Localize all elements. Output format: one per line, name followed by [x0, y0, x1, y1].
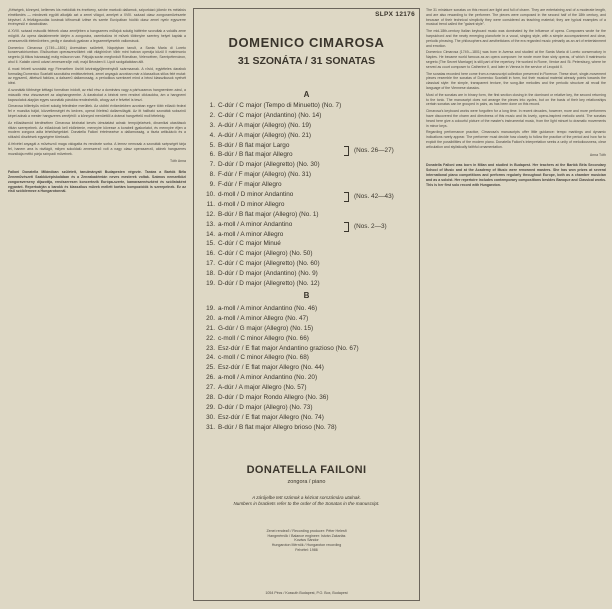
credit-line: Hangmérnök / Balance engineer: István Zakariás [267, 533, 346, 538]
composer-name: DOMENICO CIMAROSA [228, 35, 385, 50]
pair-bracket-label: (Nos. 26—27) [354, 147, 394, 154]
track-item: 28. D-dúr / D major Rondo Allegro (No. 36) [206, 394, 329, 402]
hungarian-paragraph: Cimarosa billentyűs művei sokáig feledésbe merültek. Az utóbbi évtizedekben azonban egyre több előadó fedezi fel e muzsika báját, közvetlenségét és kedves, operai ihletésű dallamvilágát. Az itt hallható szonáták sokszínű képet adnak a mester hangszeres zenéjéről: a könnyed menüettől a drámai hangvételű moll tételekig. [8, 104, 186, 118]
performer-instrument: zongora / piano [287, 479, 326, 485]
track-item: 5. B-dúr / B flat major Largo [209, 141, 290, 149]
note-english: Numbers in brackets refer to the order of the Sonatas in the manuscript. [233, 501, 380, 506]
track-item: 15. C-dúr / C major Minué [206, 240, 281, 248]
track-item: 30. Esz-dúr / E flat major Allegro (No. 74) [206, 413, 324, 421]
english-paragraph: Domenico Cimarosa (1749—1801) was born in Aversa and studied at the Santa Maria di Loreto conservatory in Naples. He became world famous as an opera composer: he wrote more than sixty operas, of which Il matrimonio segreto (The Secret Marriage) is still part of the repertory. He worked in Rome, Venice and St. Petersburg, where he served as court composer to Catherine II, and later in Vienna in the service of Leopold II. [426, 50, 606, 69]
hungarian-paragraph: Az előadásmód kérdésében Cimarosa kéziratai kevés útmutatást adnak: tempójelzések, dinamikai utasítások ritkán szerepelnek. Az előadónak kell eldöntenie, mennyire kövesse a korabeli gyakorlatot, és mennyire éljen a modern zongora adta lehetőségekkel. Donatella Failoni értelmezése a dallamosság, a tiszta artikuláció és a stílushű díszítések egységére törekszik. [8, 120, 186, 140]
hungarian-bio: Failoni Donatella Milánóban született, tanulmányait Budapesten végezte. Tanára a Bartók Béla Zeneművészeti Szakközépiskolában és a Zeneakadémián neves mesterek voltak. Számos nemzetközi zongoraverseny díjazottja, rendszeresen koncertezik Európa-szerte, kamarazenészként és szólistaként egyaránt. Repertoárján a barokk és klasszikus művek mellett kortárs kompozíciók is szerepelnek. Ez az első szólólemeze a Hungarotonnál. [8, 170, 186, 194]
track-item: 19. a-moll / A minor Andantino (No. 46) [206, 305, 318, 312]
hungarian-notes-column [8, 0, 186, 609]
english-paragraph: The 31 miniature sonatas on this record are light and full of charm. They are entertaining and of a moderate length, and are also rewarding to the performer. The pieces were composed in the second half of the 18th century, and because of their technical simplicity they were considered as teaching material; they are typical examples of a musical trend called the "galant style". [426, 8, 606, 27]
english-paragraph: Most of the sonatas are in binary form, the first section closing in the dominant or relative key, the second returning to the tonic. The manuscript does not arrange the pieces into cycles, but on the basis of their key relationships certain sonatas can be grouped in pairs, as has been done on this record. [426, 92, 606, 107]
catalog-number: SLPX 12176 [375, 11, 415, 18]
credit-line: Felvétel: 1986 [295, 547, 318, 552]
performer-name: DONATELLA FAILONI [246, 464, 367, 476]
track-item: 22. c-moll / C minor Allegro (No. 66) [206, 334, 309, 342]
note-hungarian: A zárójelbe tett számok a kézirat sorszámára utalnak. [252, 495, 361, 500]
track-item: 18. D-dúr / D major (Andantino) (No. 9) [206, 270, 318, 278]
hungarian-paragraph: A most felvett szonáták egy Firenzében őrzött kéziratgyűjteményből származnak. A rövid, egytételes darabok formailag Domenico Scarlatti szonátáira emlékeztetnek, zenei anyaguk azonban már a klasszikus stílus felé mutat: az egyszerű, áttetsző faktúra, a dalszerű dallamosság, a periodikus szerkezet mind a bécsi klasszikusok nyelvét idézi. [8, 66, 186, 86]
work-title: 31 SZONÁTA / 31 SONATAS [237, 55, 376, 67]
track-item: 26. a-moll / A minor Andantino (No. 20) [206, 374, 318, 382]
side-a-label: A [303, 90, 310, 99]
english-notes-column [426, 0, 606, 609]
track-item: 7. D-dúr / D major (Allegretto) (No. 30) [209, 161, 320, 169]
pair-bracket [344, 222, 349, 232]
english-paragraph: The sonatas recorded here come from a manuscript collection preserved in Florence. These short, single-movement pieces resemble the sonatas of Domenico Scarlatti in form, but their musical material already points towards the classical style: the simple, transparent texture, the song-like melodies and the periodic structure all recall the language of the Viennese classics. [426, 71, 606, 90]
track-item: 8. F-dúr / F major (Allegro) (No. 31) [209, 171, 312, 179]
english-paragraph: Cimarosa's keyboard works were forgotten for a long time. In recent decades, however, more and more performers have discovered the charm and directness of this music and its lovely, opera-inspired melodic world. The sonatas heard here give a colourful picture of the master's instrumental music, from the light minuet to dramatic movements in minor keys. [426, 109, 606, 128]
side-b-label: B [303, 291, 310, 300]
pair-bracket-label: (Nos. 42—43) [354, 193, 394, 200]
manuscript-note [202, 495, 411, 507]
track-item: 1. C-dúr / C major (Tempo di Minuetto) (No. 7) [209, 102, 342, 109]
track-item: 4. A-dúr / A major (Allegro) (No. 21) [209, 131, 312, 139]
track-item: 13. a-moll / A minor Andantino [206, 220, 293, 228]
english-signature: Anna Tóth [589, 152, 606, 157]
track-item: 23. Esz-dúr / E flat major Andantino grazioso (No. 67) [206, 344, 359, 352]
english-bio: Donatella Failoni was born in Milan and studied in Budapest. Her teachers at the Bartók Béla Secondary School of Music and at the Academy of Music were renowned masters. She has won prizes at several international piano competitions and performs regularly throughout Europe, both as a chamber musician and as a soloist. Her repertoire includes contemporary compositions besides Baroque and Classical works. This is her first solo record with Hungaroton. [426, 163, 606, 187]
side-b-tracklist [203, 304, 413, 433]
track-listing-panel [193, 8, 420, 601]
track-item: 6. B-dúr / B flat major Allegro [209, 151, 293, 159]
pair-bracket [344, 146, 349, 156]
hungarian-signature: Tóth Anna [170, 159, 186, 164]
track-item: 12. B-dúr / B flat major (Allegro) (No. 1) [206, 210, 319, 218]
track-item: 14. a-moll / A minor Allegro [206, 230, 284, 238]
track-item: 2. C-dúr / C major (Andantino) (No. 14) [209, 111, 322, 119]
track-item: 17. C-dúr / C major (Allegretto) (No. 60) [206, 260, 320, 268]
track-item: 25. Esz-dúr / E flat major Allegro (No. 44) [206, 364, 324, 372]
track-item: 16. C-dúr / C major (Allegro) (No. 50) [206, 250, 313, 258]
hungarian-paragraph: A XVIII. század második felének olasz zenéjében a hangszeres műfajok sokáig háttérbe szorultak a vokális zene mögött. Az opera diadalmenete idején a zongorára, csembalóra írt művek többnyire szerény helyet kaptak a zeneszerzők életművében, pedig e darabok gyakran a legszemélyesebb vallomások. [8, 29, 186, 43]
credit-line: Hungaroton Mérnök / Hungaroton recording [271, 543, 342, 548]
credit-line: Zenei rendező / Recording producer: Péter Helesfi [266, 529, 347, 533]
recording-credits [202, 529, 411, 553]
pair-bracket-label: (Nos. 2—3) [354, 223, 387, 230]
track-item: 10. d-moll / D minor Andantino [206, 191, 294, 199]
track-item: 24. c-moll / C minor Allegro (No. 68) [206, 354, 309, 362]
track-item: 19. D-dúr / D major (Allegretto) (No. 12) [206, 280, 320, 288]
pair-bracket [344, 192, 349, 202]
track-item: 31. B-dúr / B flat major Allegro brioso (No. 78) [206, 423, 337, 431]
publisher-address: 1054 Pécs / Kossuth Budapest, P.O. Box, Budapest [265, 591, 348, 595]
hungarian-paragraph: Domenico Cimarosa (1749—1801) Aversában született, Nápolyban tanult, a Santa Maria di Loreto konzervatóriumban. Elsősorban operaszerzőként vált világhírűvé: több mint hatvan operája közül Il matrimonio segreto (A titkos házasság) máig műsoron van. Pályája során megfordult Rómában, Velencében, Szentpéterváron, ahol II. Katalin cárnő udvari zeneszerzője volt, majd Bécsben II. Lipót szolgálatában állt. [8, 45, 186, 64]
track-item: 21. G-dúr / G major (Allegro) (No. 15) [206, 324, 314, 332]
track-item: 20. a-moll / A minor Allegro (No. 47) [206, 314, 309, 322]
english-paragraph: Regarding performance practice, Cimarosa's manuscripts offer little guidance: tempo markings and dynamic indications rarely appear. The performer must decide how closely to follow the practice of the period and how far to exploit the possibilities of the modern piano. Donatella Failoni's interpretation seeks a unity of melodiousness, clear articulation and stylistically faithful ornamentation. [426, 130, 606, 149]
track-item: 27. A-dúr / A major Allegro (No. 57) [206, 384, 307, 392]
hungarian-paragraph: A felvétel anyagát a művésznő maga válogatta és rendezte sorba. A lemez nemcsak a szonáták szépségét tárja fel, hanem arra is rávilágít, milyen sokoldalú zeneszerző volt a nagy olasz operaszerző, akinek hangszeres muzsikája méltó párja színpadi műveinek. [8, 141, 186, 156]
track-item: 29. D-dúr / D major (Allegro) (No. 73) [206, 403, 313, 411]
hungarian-paragraph: A szonáták többsége kéttagú formában íródott, az első rész a domináns vagy a párhuzamos hangnemben zárul, a második rész visszavezet az alaphangnembe. A darabokat a kézirat nem rendezi ciklusokba, ám a hangnemi kapcsolatok alapján egyes szonáták párokba rendezhetők, ahogy azt e felvétel is teszi. [8, 87, 186, 102]
track-item: 9. F-dúr / F major Allegro [209, 181, 282, 189]
english-paragraph: The mid-18th-century Italian keyboard music was dominated by the influence of opera. Composers wrote for the harpsichord and the newly emerging pianoforte in a vocal, singing style, with a simple accompaniment and clear, periodic phrasing. The philosophers and aestheticians of the era regarded music primarily as an art of entertainment and emotion. [426, 29, 606, 48]
track-item: 3. A-dúr / A major (Allegro) (No. 19) [209, 121, 312, 129]
track-item: 11. d-moll / D minor Allegro [206, 200, 285, 208]
credit-line: Kovács Sándor [294, 538, 319, 543]
hungarian-paragraph: „Kétségek, könnyed, kellemes kis melódiák és érzékeny, szívbe markoló dallamok, sziporkázó jókedv és mélabús elmélkedés — mindezek együtt alkotják azt a zenei világot, amelyet a XVIII. század olasz zongoraművészete képvisel. A felvilágosodás korának kifinomult ízlése és szerte Európában hódító olasz zenei nyelv egyszerre érvényesül e darabokban. [8, 8, 186, 27]
